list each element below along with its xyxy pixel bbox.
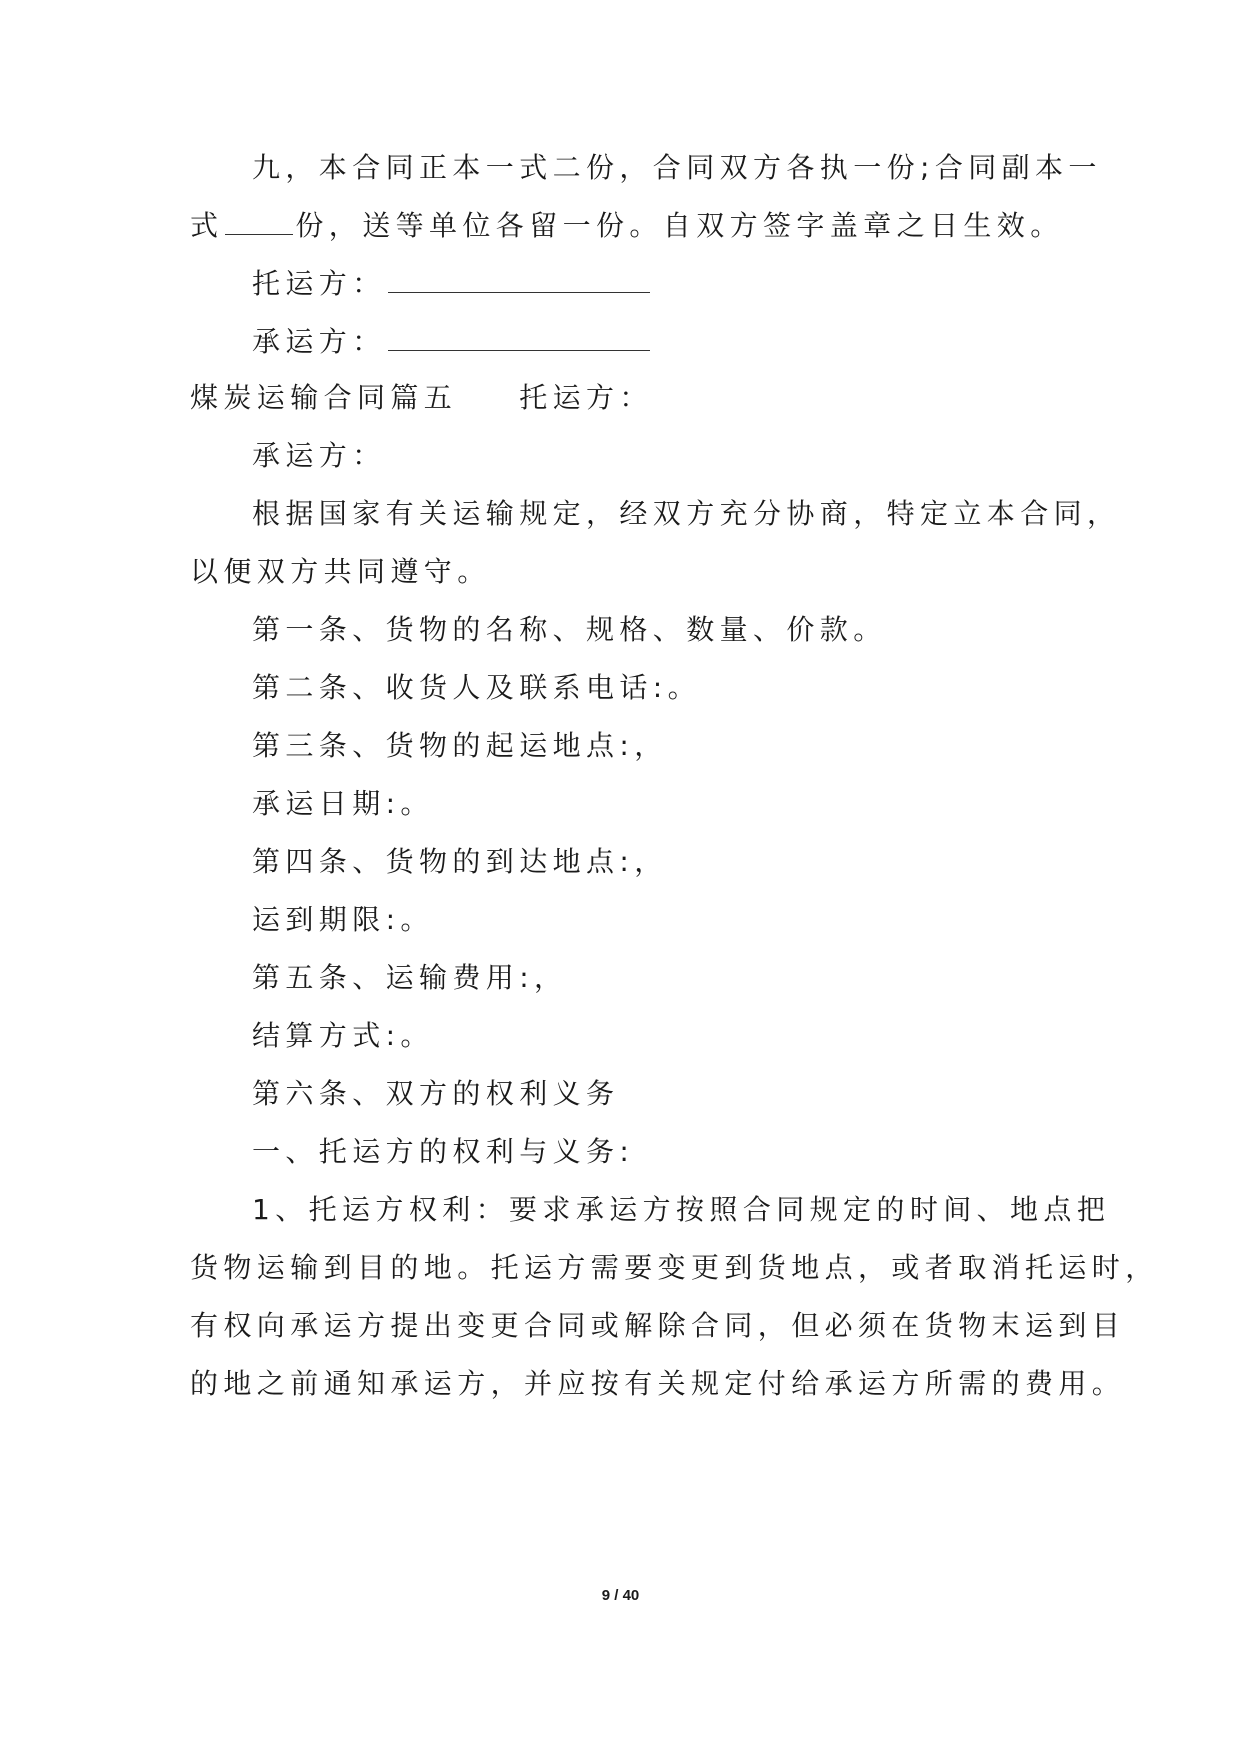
clause-9-line-1: 九，本合同正本一式二份，合同双方各执一份;合同副本一 bbox=[252, 151, 1102, 184]
ship-date: 承运日期:。 bbox=[252, 787, 434, 820]
page-number: 9 / 40 bbox=[601, 1587, 640, 1604]
shipper-signature-label: 托运方： bbox=[252, 267, 386, 300]
article-2: 第二条、收货人及联系电话:。 bbox=[252, 671, 702, 704]
intro-line-2: 以便双方共同遵守。 bbox=[190, 555, 491, 588]
article-6: 第六条、双方的权利义务 bbox=[252, 1077, 620, 1110]
shipper-signature-blank bbox=[388, 264, 650, 293]
article-1: 第一条、货物的名称、规格、数量、价款。 bbox=[252, 613, 887, 646]
shipper-rights-line-3: 有权向承运方提出变更合同或解除合同，但必须在货物末运到目 bbox=[190, 1309, 1126, 1342]
shipper-rights-line-1: 1、托运方权利：要求承运方按照合同规定的时间、地点把 bbox=[252, 1193, 1111, 1226]
clause-9-line-2-start: 式 bbox=[190, 209, 224, 242]
settlement-method: 结算方式:。 bbox=[252, 1019, 434, 1052]
section-heading-line bbox=[190, 380, 653, 416]
article-4: 第四条、货物的到达地点:， bbox=[252, 845, 668, 878]
copies-count-blank bbox=[225, 206, 293, 235]
article-5: 第五条、运输费用:， bbox=[252, 961, 568, 994]
subsection-1: 一、托运方的权利与义务: bbox=[252, 1135, 635, 1168]
clause-9-line-2-end: 份，送等单位各留一份。自双方签字盖章之日生效。 bbox=[295, 209, 1064, 242]
shipper-rights-line-2: 货物运输到目的地。托运方需要变更到货地点，或者取消托运时， bbox=[190, 1251, 1159, 1284]
section-carrier-label: 承运方： bbox=[252, 439, 386, 472]
carrier-signature-line bbox=[252, 322, 650, 360]
clause-9-line-2 bbox=[190, 206, 1064, 244]
article-3: 第三条、货物的起运地点:， bbox=[252, 729, 668, 762]
shipper-signature-line bbox=[252, 264, 650, 302]
intro-line-1: 根据国家有关运输规定，经双方充分协商，特定立本合同， bbox=[252, 497, 1121, 530]
arrival-deadline: 运到期限:。 bbox=[252, 903, 434, 936]
carrier-signature-label: 承运方： bbox=[252, 325, 386, 358]
carrier-signature-blank bbox=[388, 322, 650, 351]
section-title: 煤炭运输合同篇五 bbox=[190, 381, 458, 414]
section-shipper-label: 托运方： bbox=[519, 381, 653, 414]
shipper-rights-line-4: 的地之前通知承运方，并应按有关规定付给承运方所需的费用。 bbox=[190, 1367, 1126, 1400]
